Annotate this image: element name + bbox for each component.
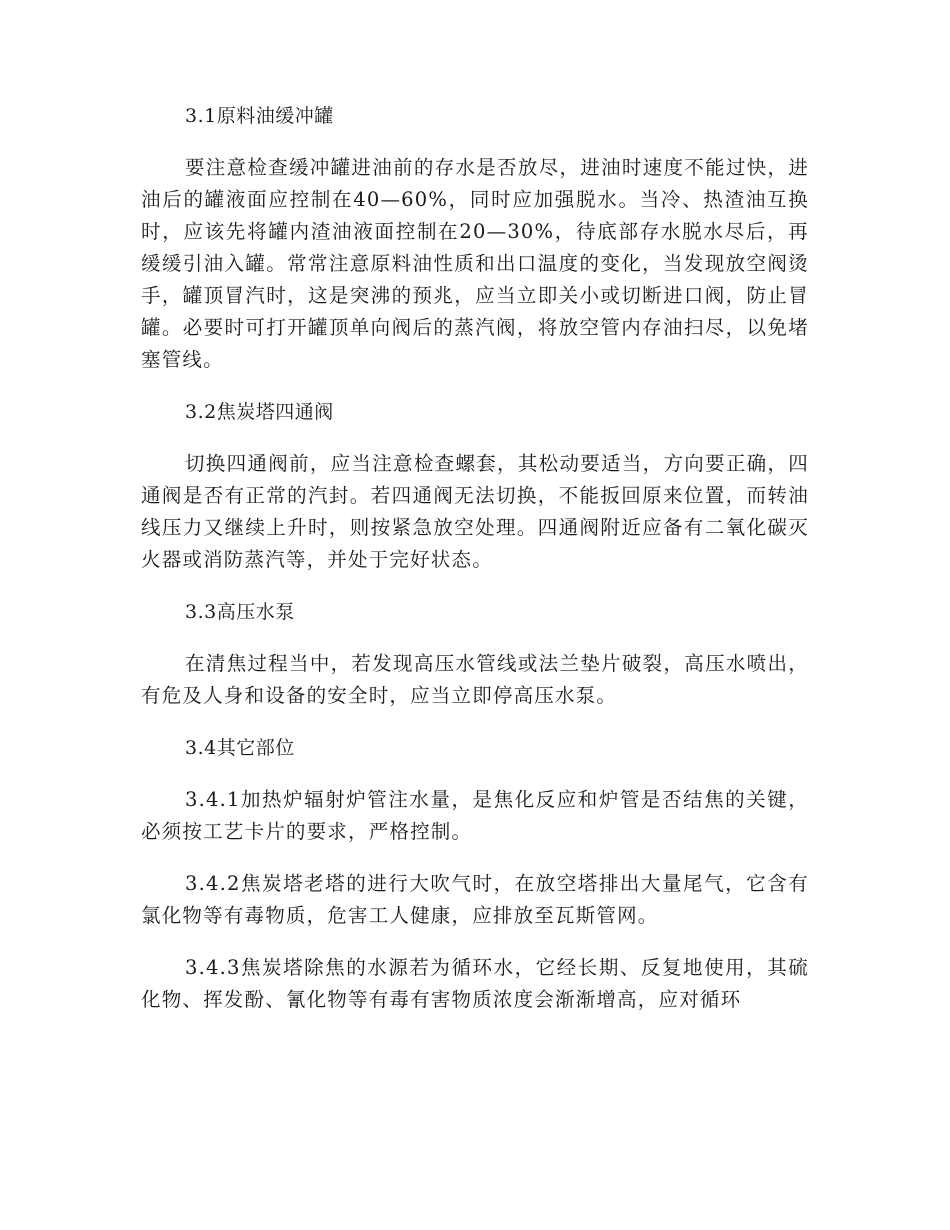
section-heading-3-3: 3.3高压水泵 (185, 601, 295, 623)
paragraph-3-2: 切换四通阀前，应当注意检查螺套，其松动要适当，方向要正确，四通阀是否有正常的汽封。若四通阀无法切换，不能扳回原来位置，而转油线压力又继续上升时，则按紧急放空处理。四通阀附近应备有二氧化碳灭火器或消防蒸汽等，并处于完好状态。 (141, 452, 809, 571)
paragraph-3-4-1: 3.4.1加热炉辐射炉管注水量，是焦化反应和炉管是否结焦的关键，必须按工艺卡片的要求，严格控制。 (141, 788, 809, 843)
section-heading-3-2: 3.2焦炭塔四通阀 (185, 401, 334, 423)
section-heading-3-4: 3.4其它部位 (185, 737, 295, 759)
paragraph-3-4-2: 3.4.2焦炭塔老塔的进行大吹气时，在放空塔排出大量尾气，它含有氯化物等有毒物质，危害工人健康，应排放至瓦斯管网。 (141, 872, 809, 927)
document-page (141, 100, 809, 1036)
paragraph-3-3: 在清焦过程当中，若发现高压水管线或法兰垫片破裂，高压水喷出，有危及人身和设备的安全时，应当立即停高压水泵。 (141, 652, 809, 707)
section-heading-3-1: 3.1原料油缓冲罐 (185, 105, 334, 127)
paragraph-3-1: 要注意检查缓冲罐进油前的存水是否放尽，进油时速度不能过快，进油后的罐液面应控制在40—60%，同时应加强脱水。当冷、热渣油互换时，应该先将罐内渣油液面控制在20—30%，待底部存水脱水尽后，再缓缓引油入罐。常常注意原料油性质和出口温度的变化，当发现放空阀烫手，罐顶冒汽时，这是突沸的预兆，应当立即关小或切断进口阀，防止冒罐。必要时可打开罐顶单向阀后的蒸汽阀，将放空管内存油扫尽，以免堵塞管线。 (141, 156, 809, 371)
paragraph-3-4-3: 3.4.3焦炭塔除焦的水源若为循环水，它经长期、反复地使用，其硫化物、挥发酚、氰化物等有毒有害物质浓度会渐渐增高，应对循环 (141, 956, 809, 1011)
